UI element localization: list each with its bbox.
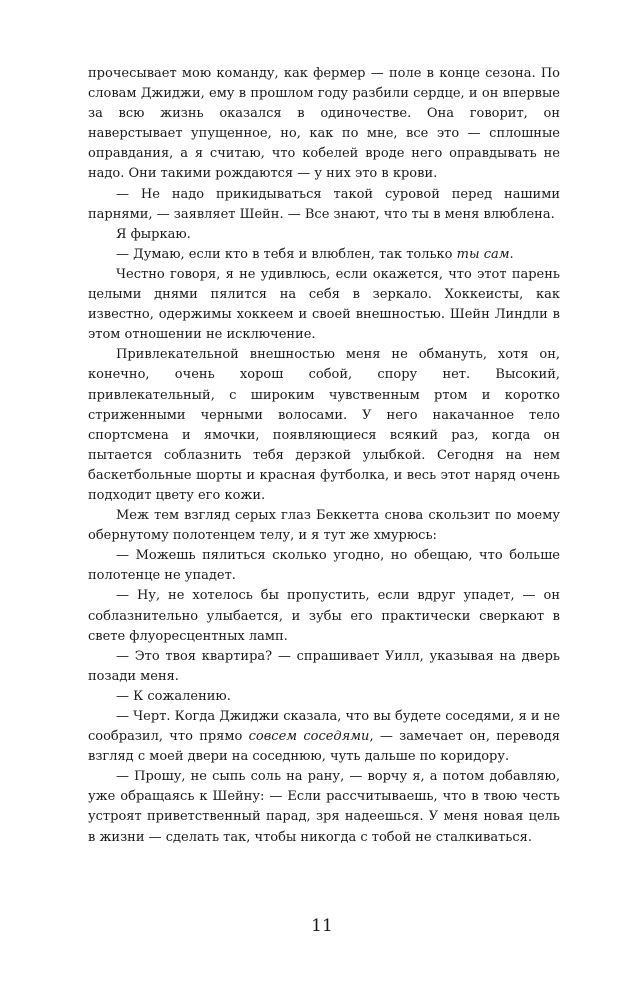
paragraph-7: Меж тем взгляд серых глаз Беккетта снова скользит по моему обернутому полотенцем телу, и я тут же хмурюсь: — [88, 508, 560, 544]
page-number: 11 — [311, 916, 333, 936]
paragraph-9: — Ну, не хотелось бы пропустить, если вдруг упадет, — он соблазнительно улыбается, и зубы его практически сверкают в свете флуоресцентных ламп. — [88, 588, 560, 644]
paragraph-1: прочесывает мою команду, как фермер — поле в конце сезона. По словам Джиджи, ему в прошлом году разбили сердце, и он впервые за всю жизнь оказался в одиночестве. Она говорит, он наверстывает упущенное, но, как по мне, все это — сплошные оправдания, а я считаю, что кобелей вроде него оправдывать не надо. Они такими рождаются — у них это в крови. — [88, 66, 560, 182]
paragraph-6: Привлекательной внешностью меня не обмануть, хотя он, конечно, очень хорош собой, спору нет. Высокий, привлекательный, с широким чувственным ртом и коротко стриженными черными волосами. У него накачанное тело спортсмена и ямочки, появляющиеся всякий раз, когда он пытается соблазнить тебя дерзкой улыбкой. Сегодня на нем баскетбольные шорты и красная футболка, и весь этот наряд очень подходит цвету его кожи. — [88, 347, 560, 503]
paragraph-5: Честно говоря, я не удивлюсь, если окажется, что этот парень целыми днями пялится на себя в зеркало. Хоккеисты, как известно, одержимы хоккеем и своей внешностью. Шейн Линдли в этом отношении не исключение. — [88, 266, 560, 343]
paragraph-12: — Черт. Когда Джиджи сказала, что вы будете соседями, я и не сообразил, что прямо совсем соседями, — замечает он, переводя взгляд с моей двери на соседнюю, чуть дальше по коридору. — [88, 709, 561, 765]
italic-phrase: совсем соседями — [248, 729, 370, 745]
paragraph-13: — Прошу, не сыпь соль на рану, — ворчу я, а потом добавляю, уже обращаясь к Шейну: — Если рассчитываешь, что в твою честь устроят приветственный парад, зря надеешься. У меня новая цель в жизни — сделать так, чтобы никогда с тобой не сталкиваться. — [88, 769, 560, 845]
paragraph-2: — Не надо прикидываться такой суровой перед нашими парнями, — заявляет Шейн. — Все знают, что ты в меня влюблена. — [88, 186, 560, 222]
paragraph-10: — Это твоя квартира? — спрашивает Уилл, указывая на дверь позади меня. — [88, 648, 560, 684]
italic-phrase: ты сам — [456, 246, 510, 262]
paragraph-4: — Думаю, если кто в тебя и влюблен, так только ты сам. — [116, 246, 514, 262]
paragraph-8: — Можешь пялиться сколько угодно, но обещаю, что больше полотенце не упадет. — [88, 548, 560, 584]
paragraph-3: Я фыркаю. — [116, 226, 191, 242]
paragraph-11: — К сожалению. — [116, 688, 231, 704]
book-page-text — [88, 64, 560, 848]
